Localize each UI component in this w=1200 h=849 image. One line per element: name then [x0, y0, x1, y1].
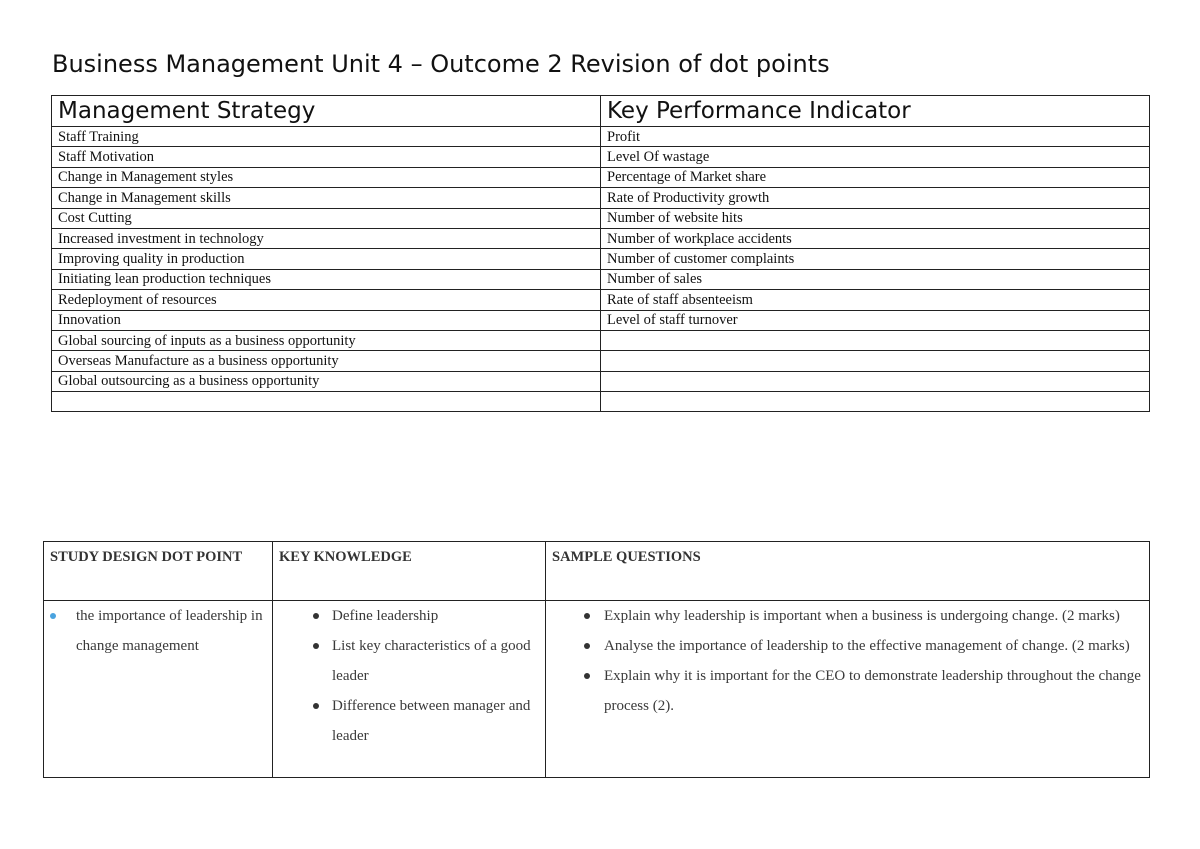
sample-question-item — [552, 661, 1143, 721]
key-knowledge-item-text: Difference between manager and leader — [332, 698, 531, 744]
strategy-cell: Increased investment in technology — [52, 228, 601, 248]
table-row — [44, 601, 1150, 778]
table-row — [52, 392, 1150, 412]
table-row — [52, 351, 1150, 371]
key-knowledge-item-text: Define leadership — [332, 608, 439, 624]
strategy-kpi-table-body — [52, 127, 1150, 412]
strategy-cell: Change in Management styles — [52, 167, 601, 187]
strategy-cell: Global outsourcing as a business opportunity — [52, 371, 601, 391]
dot-point-list — [50, 601, 266, 661]
header-sample-questions: SAMPLE QUESTIONS — [546, 542, 1150, 601]
strategy-cell: Cost Cutting — [52, 208, 601, 228]
bullet-icon — [313, 703, 319, 709]
header-key-performance-indicator: Key Performance Indicator — [601, 96, 1150, 127]
sample-question-item-text: Explain why leadership is important when a business is undergoing change. (2 marks) — [604, 608, 1120, 624]
kpi-cell: Rate of staff absenteeism — [601, 290, 1150, 310]
strategy-cell: Staff Motivation — [52, 147, 601, 167]
bullet-icon — [584, 643, 590, 649]
bullet-icon — [50, 613, 56, 619]
strategy-kpi-table — [51, 95, 1150, 412]
key-knowledge-item-text: List key characteristics of a good leader — [332, 638, 531, 684]
table-row — [52, 167, 1150, 187]
header-management-strategy: Management Strategy — [52, 96, 601, 127]
sample-question-item-text: Analyse the importance of leadership to the effective management of change. (2 marks) — [604, 638, 1130, 654]
bullet-icon — [584, 673, 590, 679]
kpi-cell: Profit — [601, 127, 1150, 147]
dot-point-item — [50, 601, 266, 661]
kpi-cell: Percentage of Market share — [601, 167, 1150, 187]
header-study-design-dot-point: STUDY DESIGN DOT POINT — [44, 542, 273, 601]
sample-questions-list — [552, 601, 1143, 721]
header-key-knowledge: KEY KNOWLEDGE — [273, 542, 546, 601]
kpi-cell — [601, 351, 1150, 371]
study-design-table — [43, 541, 1150, 778]
sample-question-item-text: Explain why it is important for the CEO to demonstrate leadership throughout the change process (2). — [604, 668, 1141, 714]
kpi-cell — [601, 330, 1150, 350]
strategy-cell: Redeployment of resources — [52, 290, 601, 310]
table-header-row — [52, 96, 1150, 127]
bullet-icon — [584, 613, 590, 619]
table-row — [52, 228, 1150, 248]
bullet-icon — [313, 643, 319, 649]
key-knowledge-item — [279, 691, 539, 751]
strategy-cell: Overseas Manufacture as a business opportunity — [52, 351, 601, 371]
strategy-cell: Global sourcing of inputs as a business opportunity — [52, 330, 601, 350]
kpi-cell: Number of customer complaints — [601, 249, 1150, 269]
key-knowledge-item — [279, 631, 539, 691]
sample-questions-cell — [546, 601, 1150, 778]
bullet-icon — [313, 613, 319, 619]
page-title: Business Management Unit 4 – Outcome 2 Revision of dot points — [52, 50, 830, 78]
table-row — [52, 147, 1150, 167]
table-header-row — [44, 542, 1150, 601]
dot-point-item-text: the importance of leadership in change management — [76, 608, 263, 654]
key-knowledge-item — [279, 601, 539, 631]
key-knowledge-list — [279, 601, 539, 751]
key-knowledge-cell — [273, 601, 546, 778]
strategy-cell: Initiating lean production techniques — [52, 269, 601, 289]
table-row — [52, 188, 1150, 208]
table-row — [52, 269, 1150, 289]
kpi-cell: Rate of Productivity growth — [601, 188, 1150, 208]
strategy-cell: Innovation — [52, 310, 601, 330]
kpi-cell: Number of sales — [601, 269, 1150, 289]
sample-question-item — [552, 601, 1143, 631]
kpi-cell — [601, 371, 1150, 391]
kpi-cell: Number of workplace accidents — [601, 228, 1150, 248]
strategy-cell — [52, 392, 601, 412]
table-row — [52, 249, 1150, 269]
table-row — [52, 208, 1150, 228]
kpi-cell: Level of staff turnover — [601, 310, 1150, 330]
table-row — [52, 127, 1150, 147]
kpi-cell — [601, 392, 1150, 412]
table-row — [52, 310, 1150, 330]
strategy-cell: Improving quality in production — [52, 249, 601, 269]
kpi-cell: Number of website hits — [601, 208, 1150, 228]
strategy-cell: Change in Management skills — [52, 188, 601, 208]
sample-question-item — [552, 631, 1143, 661]
kpi-cell: Level Of wastage — [601, 147, 1150, 167]
table-row — [52, 290, 1150, 310]
strategy-cell: Staff Training — [52, 127, 601, 147]
table-row — [52, 371, 1150, 391]
table-row — [52, 330, 1150, 350]
dot-point-cell — [44, 601, 273, 778]
